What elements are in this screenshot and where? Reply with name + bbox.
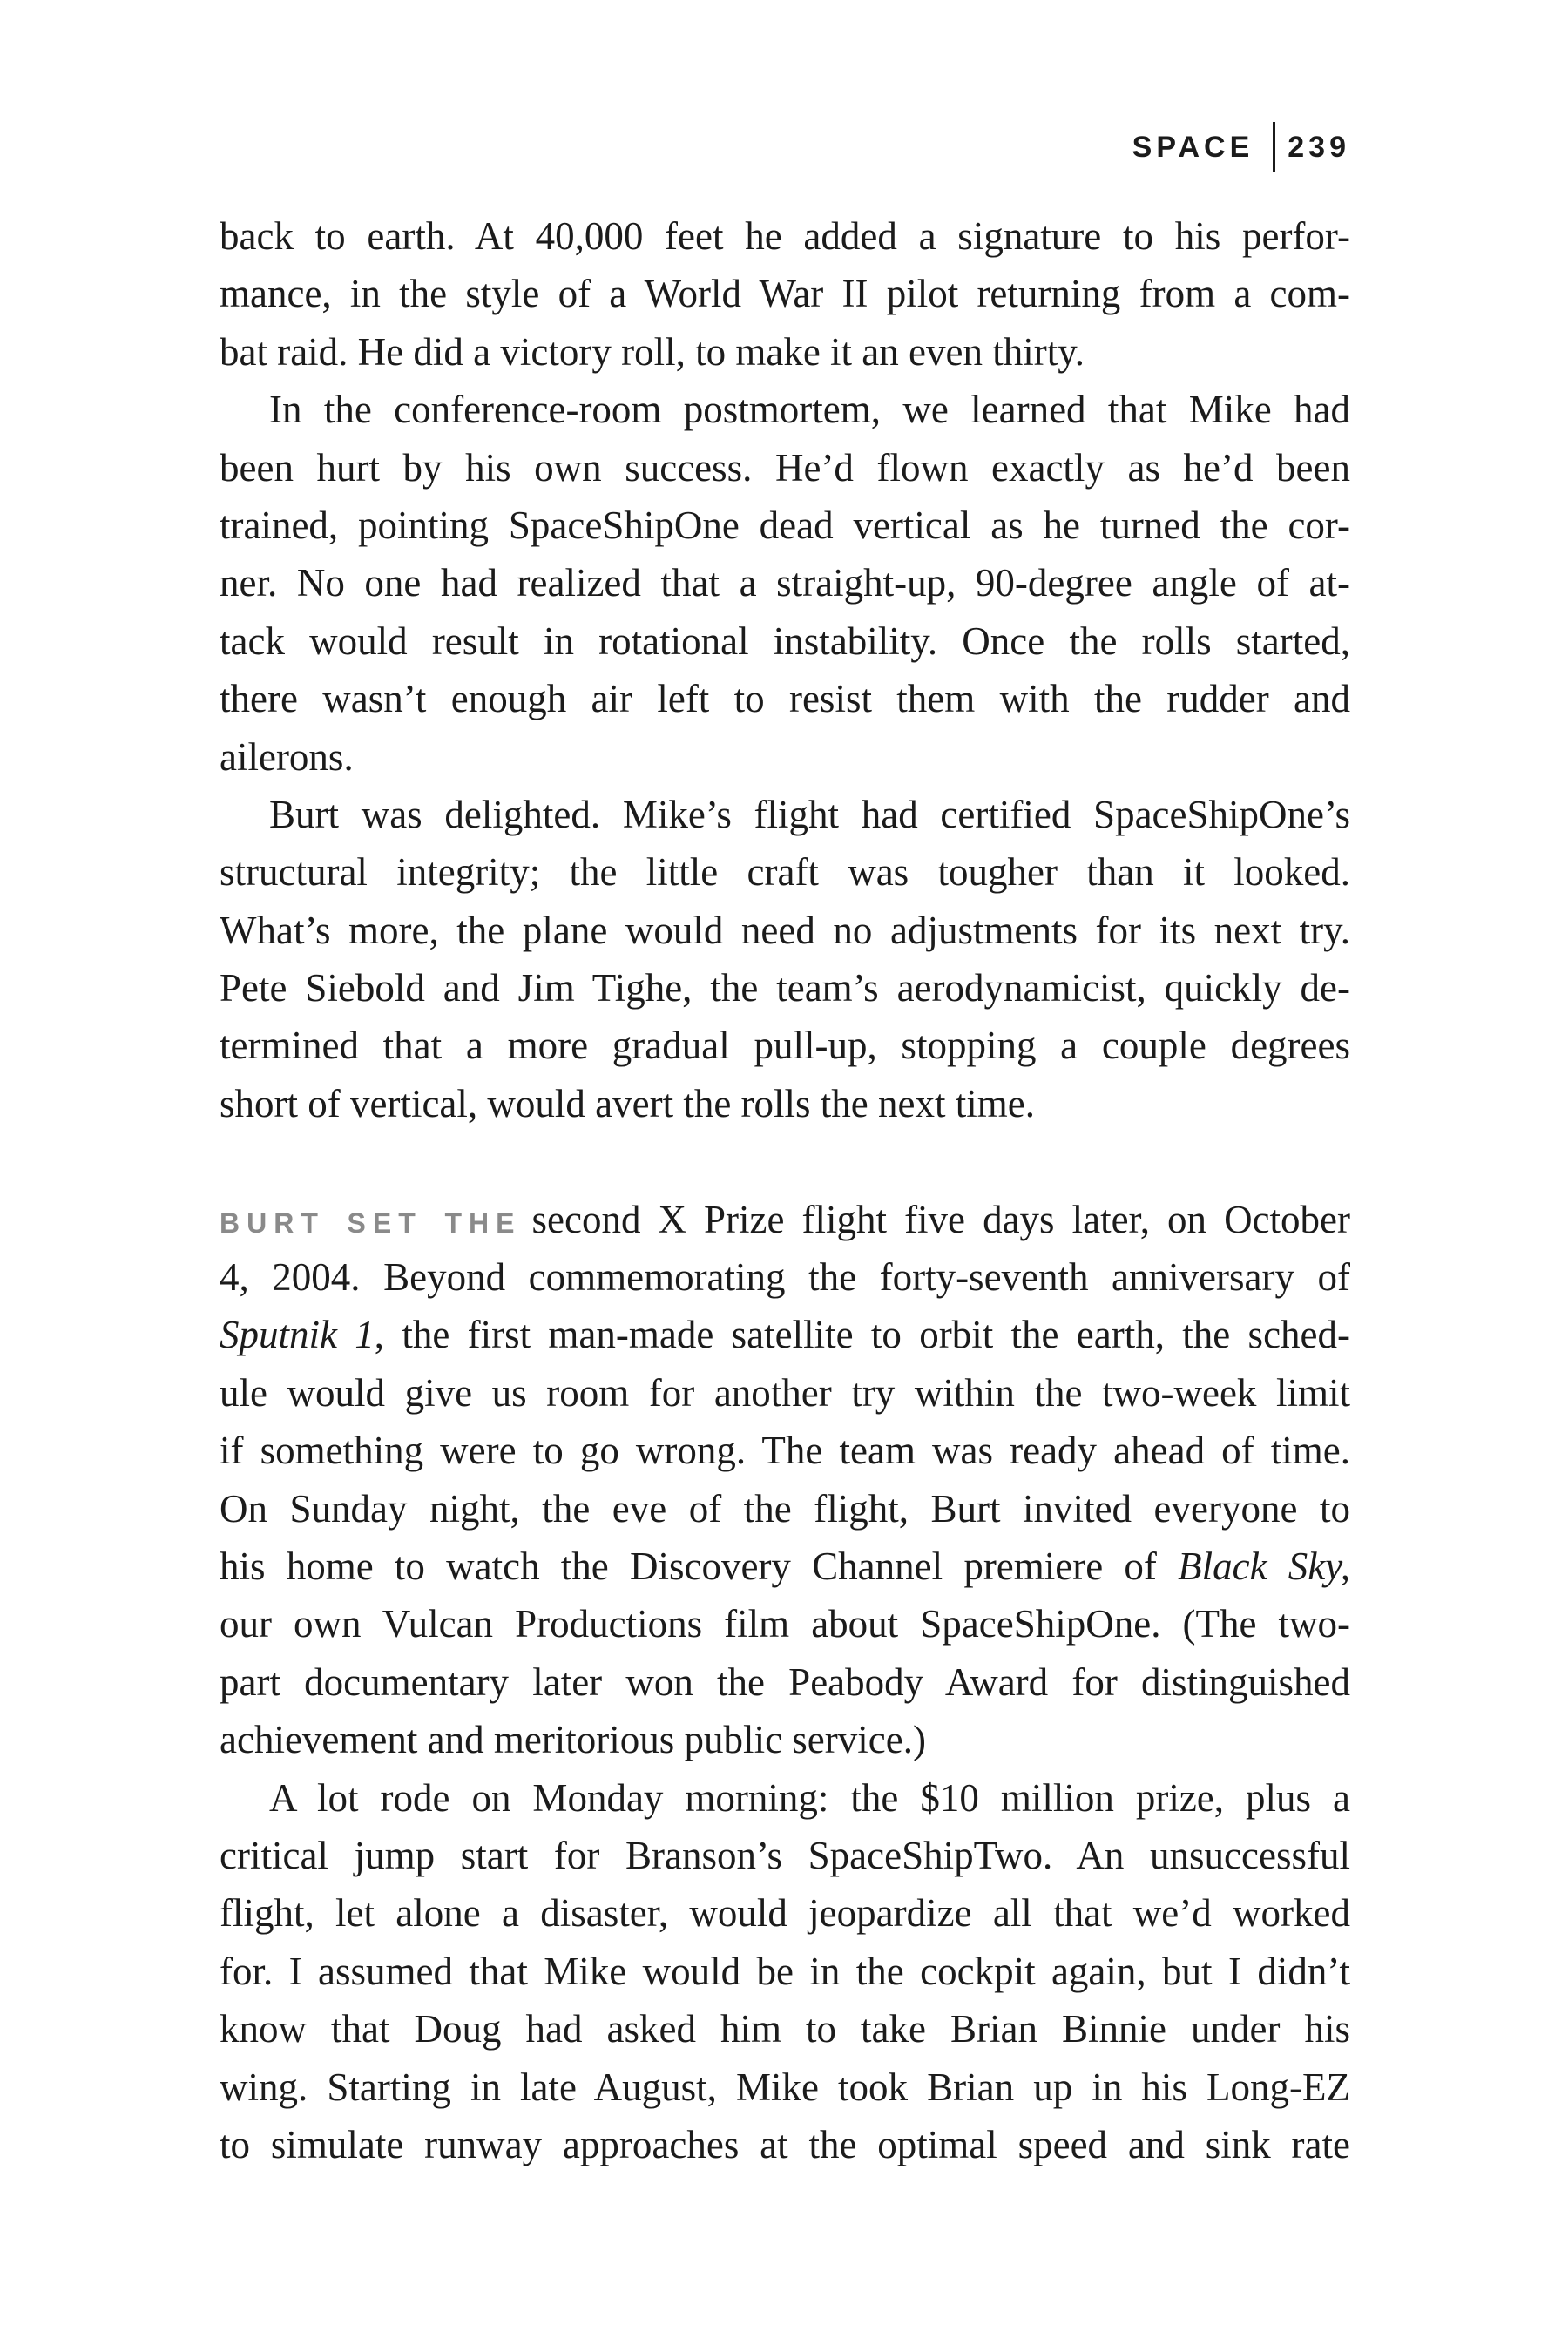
text-line: achievement and meritorious public service.) — [220, 1718, 926, 1762]
line-segment: second X Prize flight five days later, on October — [531, 1197, 1350, 1241]
page-number: 239 — [1288, 130, 1350, 164]
text-line — [220, 1306, 1350, 1363]
italic-title: Sputnik 1 — [220, 1313, 375, 1357]
text-line — [220, 1538, 1350, 1595]
text-line: trained, pointing SpaceShipOne dead vertical as he turned the cor- — [220, 503, 1350, 547]
text-line: Burt was delighted. Mike’s flight had certified SpaceShipOne’s — [269, 792, 1350, 836]
text-line — [220, 1191, 1350, 1248]
text-line: In the conference-room postmortem, we learned that Mike had — [269, 388, 1350, 432]
text-line: 4, 2004. Beyond commemorating the forty-seventh anniversary of — [220, 1255, 1350, 1300]
text-line: to simulate runway approaches at the optimal speed and sink rate — [220, 2122, 1350, 2166]
text-line: What’s more, the plane would need no adjustments for its next try. — [220, 908, 1350, 952]
text-line: critical jump start for Branson’s SpaceShipTwo. An unsuccessful — [220, 1833, 1350, 1877]
section-title: SPACE — [1132, 130, 1254, 164]
text-line: part documentary later won the Peabody Award for distinguished — [220, 1659, 1350, 1704]
section-lead-in: BURT SET THE — [220, 1206, 522, 1239]
body-text — [220, 207, 1350, 2173]
italic-title: Black Sky, — [1178, 1544, 1351, 1588]
text-line: On Sunday night, the eve of the flight, Burt invited everyone to — [220, 1486, 1350, 1531]
line-segment: his home to watch the Discovery Channel premiere of — [220, 1544, 1179, 1588]
text-line: ner. No one had realized that a straight-up, 90-degree angle of at- — [220, 561, 1350, 605]
text-line: structural integrity; the little craft was tougher than it looked. — [220, 850, 1350, 895]
running-head — [1132, 122, 1350, 172]
text-line: termined that a more gradual pull-up, stopping a couple degrees — [220, 1024, 1350, 1068]
text-line: back to earth. At 40,000 feet he added a signature to his perfor- — [220, 214, 1350, 258]
text-line: for. I assumed that Mike would be in the cockpit again, but I didn’t — [220, 1949, 1350, 1993]
header-divider — [1273, 122, 1275, 172]
text-line: short of vertical, would avert the rolls the next time. — [220, 1081, 1035, 1125]
text-line: wing. Starting in late August, Mike took Brian up in his Long-EZ — [220, 2065, 1350, 2109]
text-line: bat raid. He did a victory roll, to make it an even thirty. — [220, 329, 1085, 374]
text-line: A lot rode on Monday morning: the $10 million prize, plus a — [269, 1775, 1350, 1820]
text-line: know that Doug had asked him to take Brian Binnie under his — [220, 2007, 1350, 2051]
text-line: been hurt by his own success. He’d flown exactly as he’d been — [220, 445, 1350, 490]
text-line: mance, in the style of a World War II pilot returning from a com- — [220, 272, 1350, 316]
text-line: flight, let alone a disaster, would jeopardize all that we’d worked — [220, 1891, 1350, 1936]
text-line: ailerons. — [220, 734, 354, 779]
section-break — [220, 1132, 1350, 1190]
line-segment: , the first man-made satellite to orbit the earth, the sched- — [374, 1313, 1351, 1357]
text-line: if something were to go wrong. The team was ready ahead of time. — [220, 1429, 1350, 1473]
text-line: there wasn’t enough air left to resist them with the rudder and — [220, 677, 1350, 721]
text-line: ule would give us room for another try within the two-week limit — [220, 1370, 1350, 1415]
text-line: tack would result in rotational instability. Once the rolls started, — [220, 618, 1350, 663]
text-line: our own Vulcan Productions film about SpaceShipOne. (The two- — [220, 1602, 1350, 1646]
text-line: Pete Siebold and Jim Tighe, the team’s aerodynamicist, quickly de- — [220, 966, 1350, 1010]
